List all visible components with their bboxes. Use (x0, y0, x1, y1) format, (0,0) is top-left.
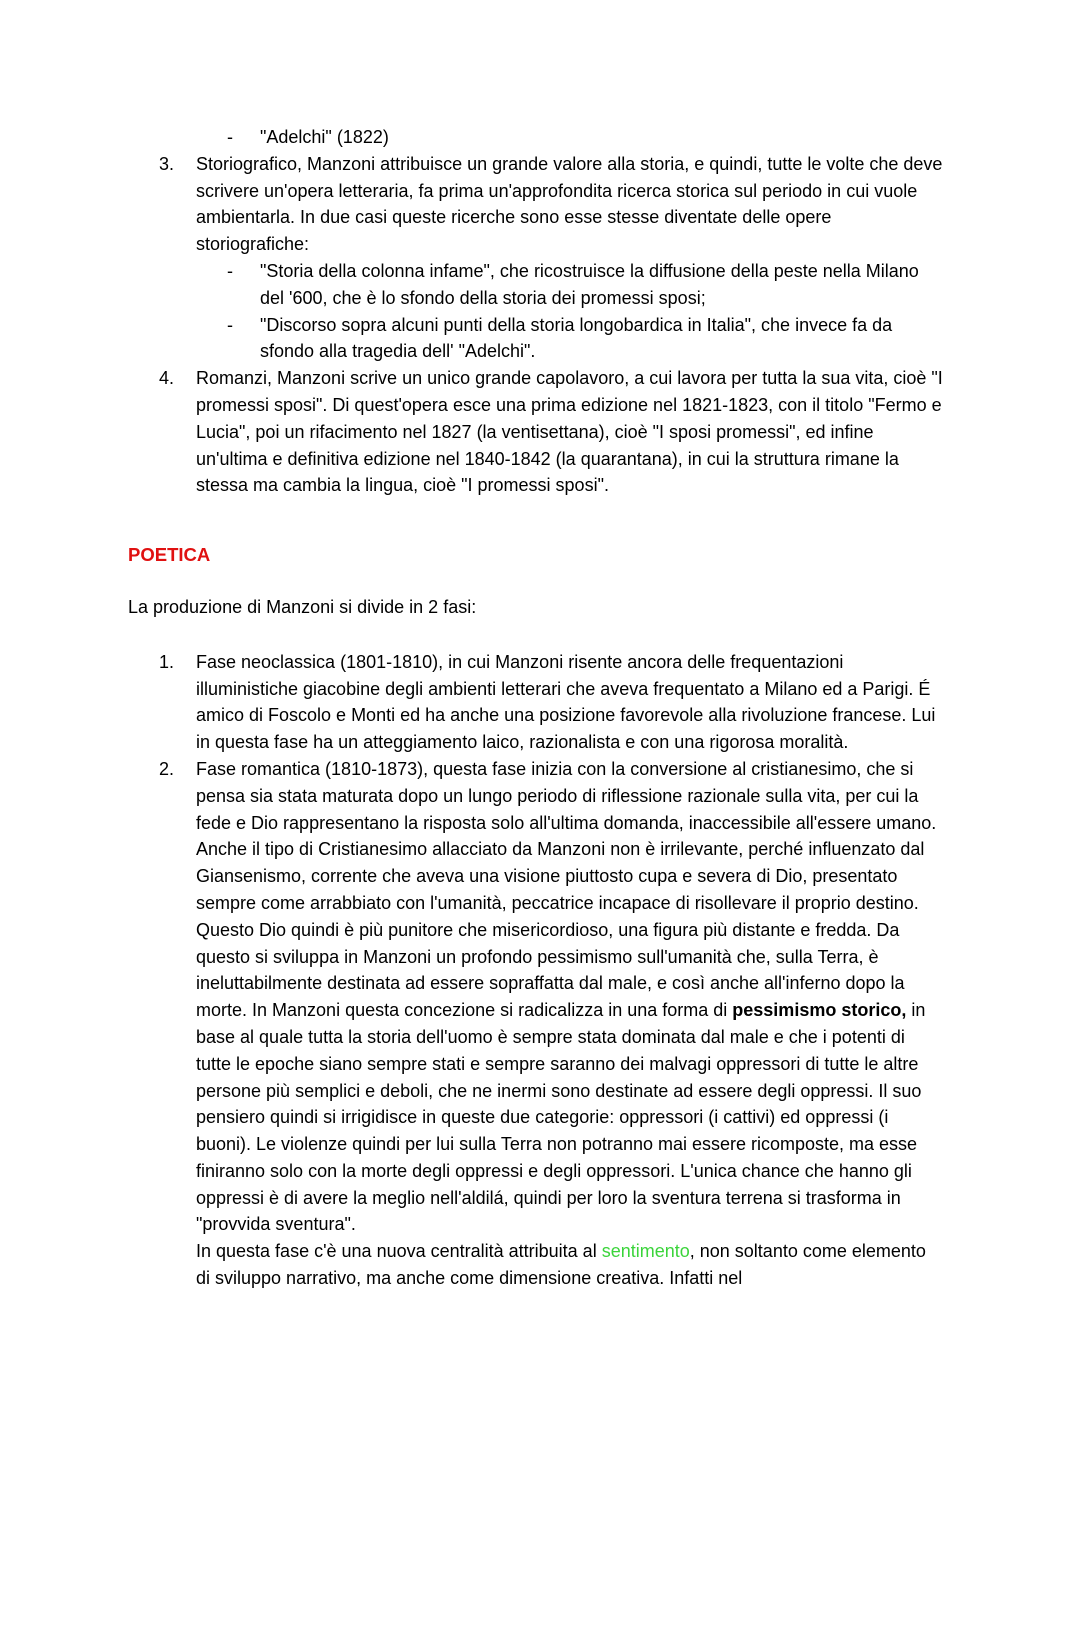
list-marker: - (227, 260, 233, 281)
list-marker: - (227, 127, 233, 147)
list-item-fase-romantica (128, 756, 944, 1292)
document-page (128, 124, 944, 1292)
list-marker: - (227, 314, 233, 335)
list-number: 4. (159, 368, 175, 389)
highlighted-text-sentimento: sentimento (601, 1241, 690, 1262)
list-item-adelchi (128, 124, 944, 151)
section-heading-poetica: POETICA (128, 544, 211, 566)
list-item-text: Fase neoclassica (1801-1810), in cui Manzoni risente ancora delle frequentazioni illuministiche giacobine degli ambienti letterari che aveva frequentato a Milano ed a Parigi. É amico di Foscolo e Monti ed ha anche una posizione favorevole alla rivoluzione francese. Lui in questa fase ha un atteggiamento laico, razionalista e con una rigorosa moralità. (196, 651, 936, 753)
list-number: 1. (159, 651, 175, 672)
list-number: 3. (159, 153, 175, 174)
list-item-storia-colonna-infame (128, 258, 944, 312)
text-segment: In questa fase c'è una nuova centralità attribuita al (196, 1241, 602, 1262)
intro-paragraph: La produzione di Manzoni si divide in 2 fasi: (128, 596, 477, 617)
list-number: 2. (159, 758, 175, 779)
list-item-text: Romanzi, Manzoni scrive un unico grande capolavoro, a cui lavora per tutta la sua vita, cioè "I promessi sposi". Di quest'opera esce una prima edizione nel 1821-1823, con il titolo "Fermo e Lucia", poi un rifacimento nel 1827 (la ventisettana), cioè "I sposi promessi", ed infine un'ultima e definitiva edizione nel 1840-1842 (la quarantana), in cui la struttura rimane la stessa ma cambia la lingua, cioè "I promessi sposi". (196, 368, 943, 496)
list-item-discorso (128, 312, 944, 366)
text-segment: , non soltanto come elemento di sviluppo narrativo, ma anche come dimensione creativa. Infatti nel (196, 1241, 926, 1289)
list-item-romanzi (128, 365, 944, 499)
text-segment: Fase romantica (1810-1873), questa fase inizia con la conversione al cristianesimo, che si pensa sia stata maturata dopo un lungo periodo di riflessione razionale sulla vita, per cui la fede e Dio rappresentano la risposta solo all'ultima domanda, inaccessibile all'essere umano. Anche il tipo di Cristianesimo allacciato da Manzoni non è irrilevante, perché influenzato dal Giansenismo, corrente che aveva una visione piuttosto cupa e severa di Dio, presentato sempre come arrabbiato con l'umanità, peccatrice incapace di risollevare il proprio destino. Questo Dio quindi è più punitore che misericordioso, una figura più distante e fredda. Da questo si sviluppa in Manzoni un profondo pessimismo sull'umanità che, sulla Terra, è ineluttabilmente destinata ad essere sopraffatta dal male, e così anche all'inferno dopo la morte. In Manzoni questa concezione si radicalizza in una forma di (196, 758, 937, 1021)
list-item-text: "Adelchi" (1822) (260, 127, 389, 147)
list-item-storiografico (128, 151, 944, 258)
list-item-text (196, 759, 936, 1288)
list-item-text: Storiografico, Manzoni attribuisce un grande valore alla storia, e quindi, tutte le volte che deve scrivere un'opera letteraria, fa prima un'approfondita ricerca storica sul periodo in cui vuole ambientarla. In due casi queste ricerche sono esse stesse diventate delle opere storiografiche: (196, 153, 943, 255)
list-item-fase-neoclassica (128, 649, 944, 756)
text-segment: in base al quale tutta la storia dell'uomo è sempre stata dominata dal male e che i potenti di tutte le epoche siano sempre stati e sempre saranno dei malvagi oppressori di tutte le altre persone più semplici e deboli, che ne inermi sono destinate ad essere degli oppressi. Il suo pensiero quindi si irrigidisce in queste due categorie: oppressori (i cattivi) ed oppressi (i buoni). Le violenze quindi per lui sulla Terra non potranno mai essere ricomposte, ma esse finiranno solo con la morte degli oppressi e degli oppressori. L'unica chance che hanno gli oppressi è di avere la meglio nell'aldilá, quindi per loro la sventura terrena si trasforma in "provvida sventura". (196, 1000, 926, 1235)
list-item-text: "Discorso sopra alcuni punti della storia longobardica in Italia", che invece fa da sfondo alla tragedia dell' "Adelchi". (260, 314, 893, 362)
bold-text-pessimismo-storico: pessimismo storico, (732, 1000, 907, 1021)
list-item-text: "Storia della colonna infame", che ricostruisce la diffusione della peste nella Milano del '600, che è lo sfondo della storia dei promessi sposi; (260, 260, 919, 308)
